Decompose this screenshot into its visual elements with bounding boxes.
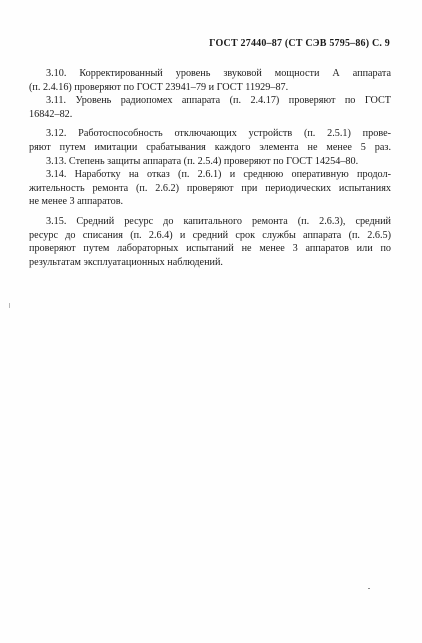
clause-3-15-line-2: ресурс до списания (п. 2.6.4) и средний срок службы аппарата (п. 2.6.5) xyxy=(29,229,391,241)
document-body xyxy=(29,67,391,269)
clause-3-10-line-1: 3.10. Корректированный уровень звуковой мощности А аппарата xyxy=(46,68,391,79)
clause-3-13 xyxy=(29,155,391,169)
clause-3-13-line-1: 3.13. Степень защиты аппарата (п. 2.5.4) проверяют по ГОСТ 14254–80. xyxy=(46,155,359,167)
clause-3-15-line-4: результатам эксплуатационных наблюдений. xyxy=(29,256,223,268)
clause-3-14-line-1: 3.14. Наработку на отказ (п. 2.6.1) и среднюю оперативную продол- xyxy=(46,169,391,181)
clause-3-15-line-1: 3.15. Средний ресурс до капитального ремонта (п. 2.6.3), средний xyxy=(46,215,391,227)
page-header: ГОСТ 27440–87 (СТ СЭВ 5795–86) С. 9 xyxy=(209,38,390,49)
clause-3-15-line-3: проверяют путем лабораторных испытаний не менее 3 аппаратов или по xyxy=(29,243,391,255)
scan-artifact-mark xyxy=(9,303,10,308)
clause-3-10 xyxy=(29,67,391,94)
clause-3-14-line-2: жительность ремонта (п. 2.6.2) проверяют при периодических испытаниях xyxy=(29,182,391,194)
clause-3-10-line-2: (п. 2.4.16) проверяют по ГОСТ 23941–79 и ГОСТ 11929–87. xyxy=(29,81,289,93)
clause-3-14 xyxy=(29,168,391,209)
clause-3-11-line-2: 16842–82. xyxy=(29,108,73,120)
scan-artifact-dot xyxy=(368,588,370,589)
clause-3-12 xyxy=(29,127,391,154)
clause-3-11 xyxy=(29,94,391,121)
clause-3-12-line-2: ряют путем имитации срабатывания каждого элемента не менее 5 раз. xyxy=(29,141,391,153)
clause-3-12-line-1: 3.12. Работоспособность отключающих устройств (п. 2.5.1) прове- xyxy=(46,128,391,140)
clause-3-15 xyxy=(29,215,391,269)
clause-3-14-line-3: не менее 3 аппаратов. xyxy=(29,196,124,208)
clause-3-11-line-1: 3.11. Уровень радиопомех аппарата (п. 2.4.17) проверяют по ГОСТ xyxy=(46,95,391,107)
